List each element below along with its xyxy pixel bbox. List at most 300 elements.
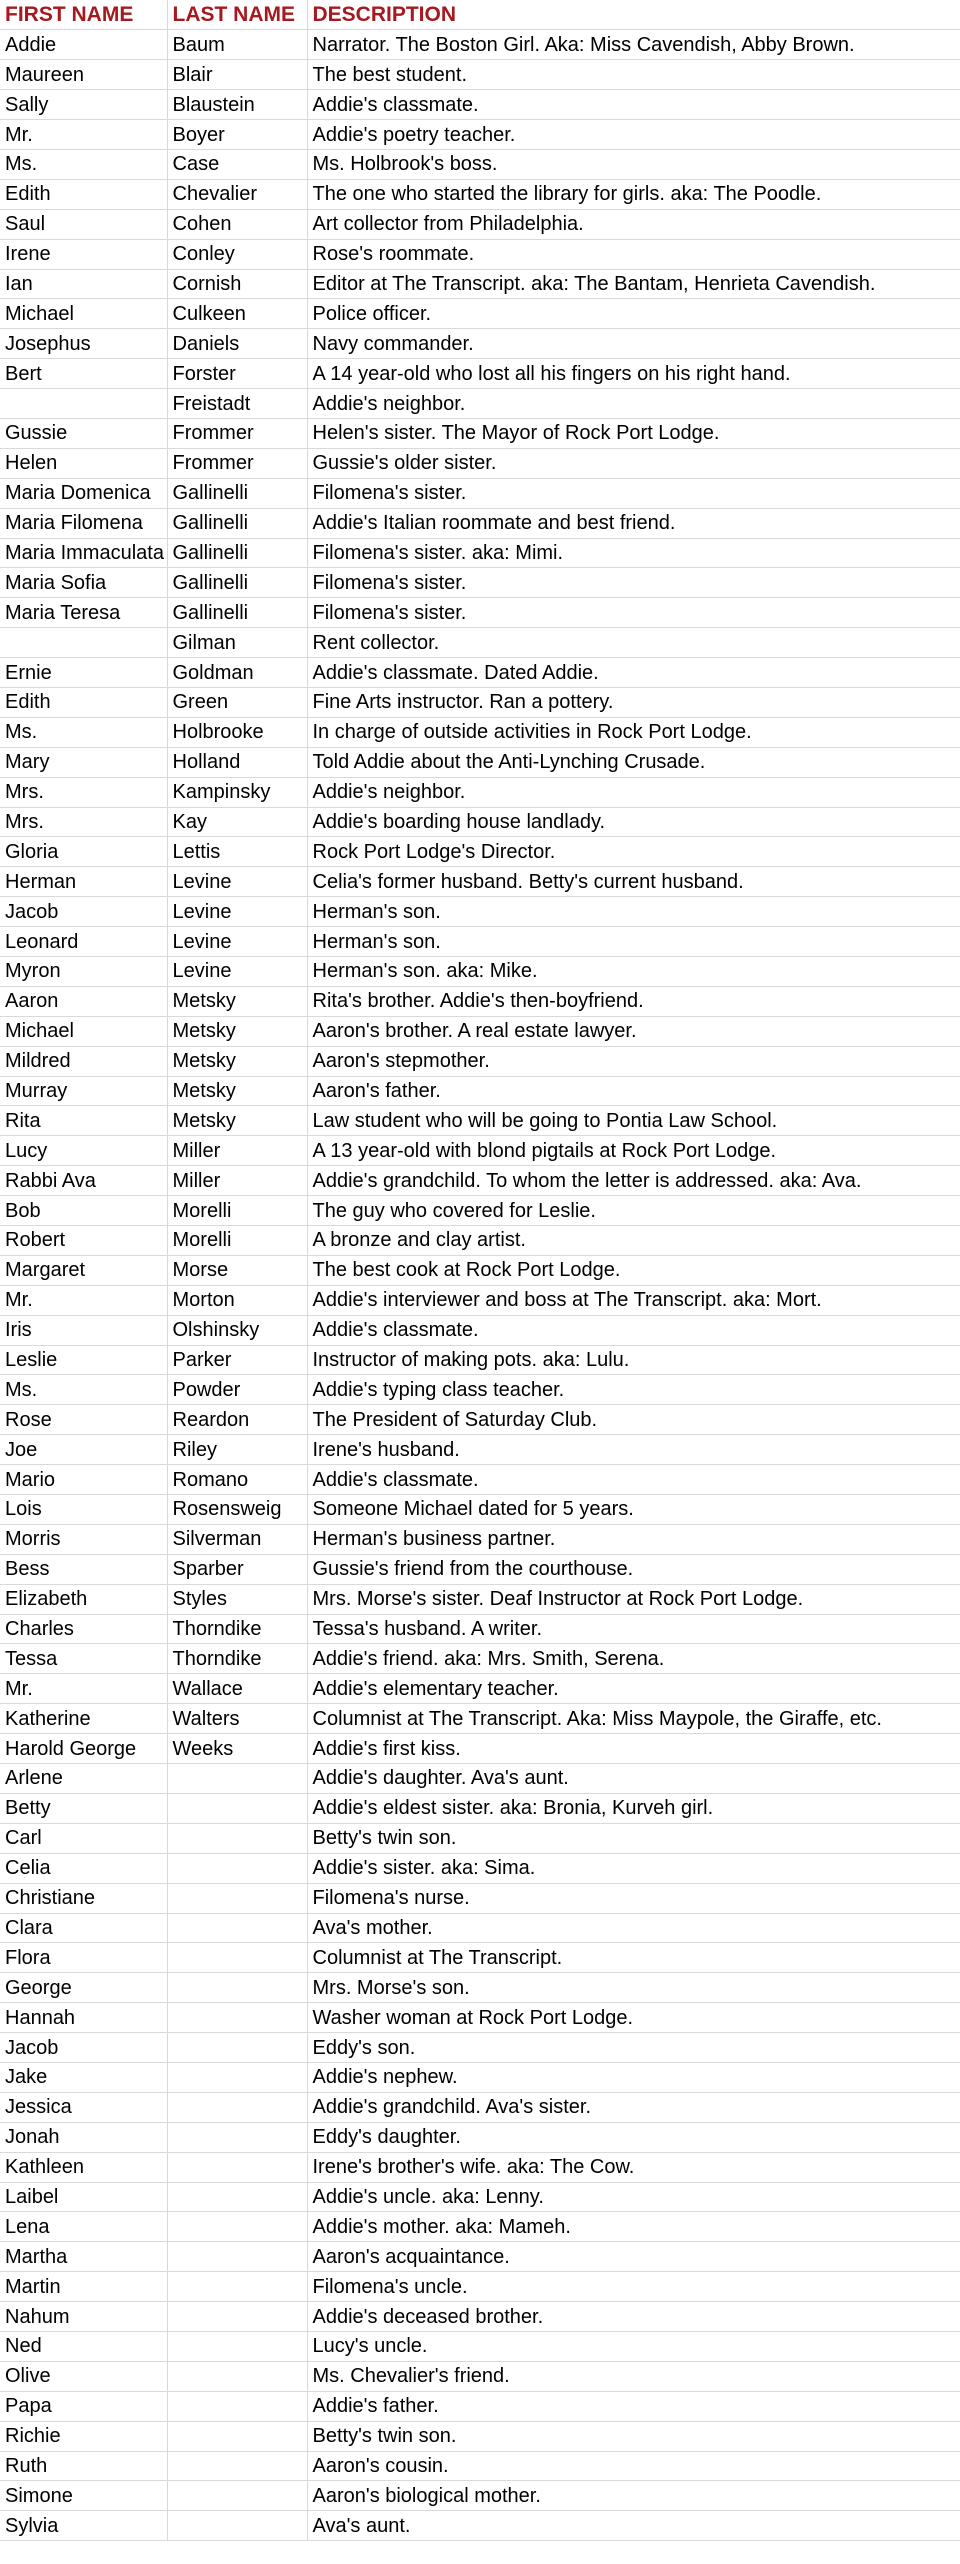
first-name-cell[interactable]: Mary bbox=[0, 747, 167, 777]
description-cell[interactable]: Gussie's older sister. bbox=[307, 448, 960, 478]
last-name-cell[interactable]: Holbrooke bbox=[167, 717, 307, 747]
description-cell[interactable]: Addie's elementary teacher. bbox=[307, 1674, 960, 1704]
first-name-cell[interactable]: Sylvia bbox=[0, 2511, 167, 2541]
last-name-cell[interactable]: Cohen bbox=[167, 209, 307, 239]
last-name-cell[interactable] bbox=[167, 2421, 307, 2451]
table-row bbox=[0, 60, 960, 90]
description-cell[interactable]: Addie's first kiss. bbox=[307, 1734, 960, 1764]
first-name-cell[interactable]: Lucy bbox=[0, 1136, 167, 1166]
description-cell[interactable]: Mrs. Morse's sister. Deaf Instructor at Rock Port Lodge. bbox=[307, 1584, 960, 1614]
first-name-cell[interactable]: Richie bbox=[0, 2421, 167, 2451]
last-name-cell[interactable] bbox=[167, 2092, 307, 2122]
last-name-cell[interactable]: Miller bbox=[167, 1166, 307, 1196]
last-name-cell[interactable]: Blair bbox=[167, 60, 307, 90]
first-name-cell[interactable]: Betty bbox=[0, 1793, 167, 1823]
first-name-cell[interactable] bbox=[0, 389, 167, 419]
table-row bbox=[0, 1883, 960, 1913]
first-name-cell[interactable]: Kathleen bbox=[0, 2152, 167, 2182]
first-name-cell[interactable]: Leslie bbox=[0, 1345, 167, 1375]
first-name-cell[interactable]: Jessica bbox=[0, 2092, 167, 2122]
table-row bbox=[0, 867, 960, 897]
last-name-cell[interactable] bbox=[167, 2152, 307, 2182]
table-row bbox=[0, 1614, 960, 1644]
last-name-cell[interactable]: Gallinelli bbox=[167, 508, 307, 538]
table-row bbox=[0, 2331, 960, 2361]
table-row bbox=[0, 807, 960, 837]
first-name-cell[interactable]: Rita bbox=[0, 1106, 167, 1136]
description-cell[interactable]: Someone Michael dated for 5 years. bbox=[307, 1495, 960, 1525]
last-name-cell[interactable] bbox=[167, 2331, 307, 2361]
last-name-cell[interactable]: Romano bbox=[167, 1465, 307, 1495]
first-name-cell[interactable]: Simone bbox=[0, 2481, 167, 2511]
first-name-cell[interactable]: Mr. bbox=[0, 120, 167, 150]
table-row bbox=[0, 986, 960, 1016]
last-name-cell[interactable]: Sparber bbox=[167, 1554, 307, 1584]
description-cell[interactable]: Washer woman at Rock Port Lodge. bbox=[307, 2003, 960, 2033]
description-cell[interactable]: Addie's deceased brother. bbox=[307, 2302, 960, 2332]
table-row bbox=[0, 1943, 960, 1973]
first-name-cell[interactable]: Maureen bbox=[0, 60, 167, 90]
last-name-cell[interactable] bbox=[167, 2511, 307, 2541]
first-name-cell[interactable]: Ms. bbox=[0, 1375, 167, 1405]
last-name-cell[interactable] bbox=[167, 2003, 307, 2033]
description-cell[interactable]: Filomena's sister. bbox=[307, 478, 960, 508]
description-cell[interactable]: Betty's twin son. bbox=[307, 1823, 960, 1853]
description-cell[interactable]: Filomena's uncle. bbox=[307, 2272, 960, 2302]
last-name-cell[interactable]: Walters bbox=[167, 1704, 307, 1734]
last-name-cell[interactable]: Metsky bbox=[167, 1076, 307, 1106]
last-name-cell[interactable]: Olshinsky bbox=[167, 1315, 307, 1345]
last-name-cell[interactable]: Culkeen bbox=[167, 299, 307, 329]
first-name-cell[interactable]: Murray bbox=[0, 1076, 167, 1106]
description-cell[interactable]: Filomena's sister. bbox=[307, 598, 960, 628]
last-name-cell[interactable] bbox=[167, 2212, 307, 2242]
first-name-cell[interactable]: Iris bbox=[0, 1315, 167, 1345]
last-name-cell[interactable] bbox=[167, 1823, 307, 1853]
last-name-cell[interactable]: Levine bbox=[167, 927, 307, 957]
description-cell[interactable]: Ava's aunt. bbox=[307, 2511, 960, 2541]
first-name-cell[interactable]: Laibel bbox=[0, 2182, 167, 2212]
table-row bbox=[0, 2421, 960, 2451]
table-row bbox=[0, 2033, 960, 2063]
last-name-cell[interactable]: Levine bbox=[167, 957, 307, 987]
table-row bbox=[0, 598, 960, 628]
description-cell[interactable]: Addie's neighbor. bbox=[307, 777, 960, 807]
description-cell[interactable]: A 13 year-old with blond pigtails at Rock Port Lodge. bbox=[307, 1136, 960, 1166]
first-name-cell[interactable]: Celia bbox=[0, 1853, 167, 1883]
first-name-cell[interactable]: Michael bbox=[0, 1016, 167, 1046]
table-row bbox=[0, 1405, 960, 1435]
description-cell[interactable]: Herman's son. bbox=[307, 897, 960, 927]
description-cell[interactable]: Ava's mother. bbox=[307, 1913, 960, 1943]
first-name-cell[interactable]: Bob bbox=[0, 1196, 167, 1226]
last-name-cell[interactable]: Powder bbox=[167, 1375, 307, 1405]
last-name-cell[interactable]: Morse bbox=[167, 1255, 307, 1285]
description-cell[interactable]: Tessa's husband. A writer. bbox=[307, 1614, 960, 1644]
last-name-cell[interactable] bbox=[167, 2033, 307, 2063]
last-name-cell[interactable]: Thorndike bbox=[167, 1614, 307, 1644]
last-name-cell[interactable]: Boyer bbox=[167, 120, 307, 150]
last-name-cell[interactable] bbox=[167, 2242, 307, 2272]
first-name-cell[interactable]: Mildred bbox=[0, 1046, 167, 1076]
description-cell[interactable]: Aaron's cousin. bbox=[307, 2451, 960, 2481]
description-cell[interactable]: Herman's son. aka: Mike. bbox=[307, 957, 960, 987]
last-name-cell[interactable] bbox=[167, 2361, 307, 2391]
last-name-cell[interactable]: Gilman bbox=[167, 628, 307, 658]
description-cell[interactable]: Addie's typing class teacher. bbox=[307, 1375, 960, 1405]
first-name-cell[interactable]: Ms. bbox=[0, 717, 167, 747]
first-name-cell[interactable]: Jacob bbox=[0, 2033, 167, 2063]
last-name-cell[interactable]: Metsky bbox=[167, 1046, 307, 1076]
first-name-cell[interactable]: Maria Domenica bbox=[0, 478, 167, 508]
description-cell[interactable]: Aaron's father. bbox=[307, 1076, 960, 1106]
table-row bbox=[0, 1136, 960, 1166]
last-name-cell[interactable]: Metsky bbox=[167, 1106, 307, 1136]
last-name-cell[interactable] bbox=[167, 2451, 307, 2481]
first-name-cell[interactable]: Martin bbox=[0, 2272, 167, 2302]
first-name-cell[interactable]: Arlene bbox=[0, 1764, 167, 1794]
table-row bbox=[0, 1226, 960, 1256]
description-cell[interactable]: Herman's business partner. bbox=[307, 1524, 960, 1554]
last-name-cell[interactable] bbox=[167, 2182, 307, 2212]
first-name-cell[interactable]: Margaret bbox=[0, 1255, 167, 1285]
first-name-cell[interactable]: George bbox=[0, 1973, 167, 2003]
first-name-cell[interactable]: Robert bbox=[0, 1226, 167, 1256]
first-name-cell[interactable]: Martha bbox=[0, 2242, 167, 2272]
first-name-cell[interactable]: Gussie bbox=[0, 418, 167, 448]
table-row bbox=[0, 1375, 960, 1405]
first-name-cell[interactable]: Aaron bbox=[0, 986, 167, 1016]
description-cell[interactable]: Told Addie about the Anti-Lynching Crusade. bbox=[307, 747, 960, 777]
last-name-cell[interactable] bbox=[167, 1853, 307, 1883]
last-name-cell[interactable]: Blaustein bbox=[167, 90, 307, 120]
table-row bbox=[0, 1435, 960, 1465]
table-row bbox=[0, 1584, 960, 1614]
table-row bbox=[0, 209, 960, 239]
description-cell[interactable]: Addie's mother. aka: Mameh. bbox=[307, 2212, 960, 2242]
table-row bbox=[0, 1315, 960, 1345]
description-cell[interactable]: Filomena's nurse. bbox=[307, 1883, 960, 1913]
first-name-cell[interactable]: Gloria bbox=[0, 837, 167, 867]
description-cell[interactable]: The President of Saturday Club. bbox=[307, 1405, 960, 1435]
last-name-cell[interactable] bbox=[167, 2062, 307, 2092]
table-row bbox=[0, 2272, 960, 2302]
first-name-cell[interactable]: Jake bbox=[0, 2062, 167, 2092]
last-name-cell[interactable]: Reardon bbox=[167, 1405, 307, 1435]
last-name-cell[interactable]: Morelli bbox=[167, 1226, 307, 1256]
description-cell[interactable]: Rock Port Lodge's Director. bbox=[307, 837, 960, 867]
description-cell[interactable]: Filomena's sister. bbox=[307, 568, 960, 598]
last-name-cell[interactable] bbox=[167, 2302, 307, 2332]
last-name-cell[interactable]: Morton bbox=[167, 1285, 307, 1315]
first-name-cell[interactable]: Rose bbox=[0, 1405, 167, 1435]
first-name-cell[interactable]: Ian bbox=[0, 269, 167, 299]
first-name-cell[interactable]: Helen bbox=[0, 448, 167, 478]
last-name-cell[interactable]: Gallinelli bbox=[167, 478, 307, 508]
description-cell[interactable]: Addie's grandchild. To whom the letter is addressed. aka: Ava. bbox=[307, 1166, 960, 1196]
last-name-cell[interactable]: Frommer bbox=[167, 418, 307, 448]
last-name-cell[interactable]: Miller bbox=[167, 1136, 307, 1166]
last-name-cell[interactable]: Green bbox=[167, 687, 307, 717]
last-name-cell[interactable] bbox=[167, 1883, 307, 1913]
first-name-cell[interactable]: Clara bbox=[0, 1913, 167, 1943]
last-name-cell[interactable]: Cornish bbox=[167, 269, 307, 299]
last-name-cell[interactable]: Riley bbox=[167, 1435, 307, 1465]
first-name-cell[interactable]: Irene bbox=[0, 239, 167, 269]
description-cell[interactable]: Addie's friend. aka: Mrs. Smith, Serena. bbox=[307, 1644, 960, 1674]
last-name-cell[interactable]: Baum bbox=[167, 30, 307, 60]
description-cell[interactable]: Rent collector. bbox=[307, 628, 960, 658]
first-name-cell[interactable]: Ms. bbox=[0, 149, 167, 179]
last-name-cell[interactable] bbox=[167, 2272, 307, 2302]
table-row bbox=[0, 1734, 960, 1764]
description-cell[interactable]: Addie's grandchild. Ava's sister. bbox=[307, 2092, 960, 2122]
first-name-cell[interactable]: Michael bbox=[0, 299, 167, 329]
table-row bbox=[0, 1345, 960, 1375]
first-name-cell[interactable]: Charles bbox=[0, 1614, 167, 1644]
table-row bbox=[0, 30, 960, 60]
description-cell[interactable]: Betty's twin son. bbox=[307, 2421, 960, 2451]
last-name-cell[interactable]: Kay bbox=[167, 807, 307, 837]
table-row bbox=[0, 1674, 960, 1704]
last-name-cell[interactable] bbox=[167, 1793, 307, 1823]
description-cell[interactable]: Addie's sister. aka: Sima. bbox=[307, 1853, 960, 1883]
first-name-cell[interactable]: Bert bbox=[0, 359, 167, 389]
first-name-cell[interactable]: Carl bbox=[0, 1823, 167, 1853]
first-name-cell[interactable]: Katherine bbox=[0, 1704, 167, 1734]
last-name-cell[interactable]: Frommer bbox=[167, 448, 307, 478]
last-name-cell[interactable]: Gallinelli bbox=[167, 598, 307, 628]
description-cell[interactable]: In charge of outside activities in Rock Port Lodge. bbox=[307, 717, 960, 747]
first-name-cell[interactable]: Joe bbox=[0, 1435, 167, 1465]
description-cell[interactable]: Addie's classmate. bbox=[307, 1315, 960, 1345]
first-name-cell[interactable]: Ned bbox=[0, 2331, 167, 2361]
first-name-cell[interactable]: Lena bbox=[0, 2212, 167, 2242]
first-name-cell[interactable]: Addie bbox=[0, 30, 167, 60]
description-cell[interactable]: Fine Arts instructor. Ran a pottery. bbox=[307, 687, 960, 717]
table-row bbox=[0, 269, 960, 299]
last-name-cell[interactable]: Gallinelli bbox=[167, 538, 307, 568]
description-cell[interactable]: Addie's classmate. bbox=[307, 90, 960, 120]
description-cell[interactable]: Police officer. bbox=[307, 299, 960, 329]
last-name-cell[interactable]: Styles bbox=[167, 1584, 307, 1614]
last-name-cell[interactable]: Levine bbox=[167, 867, 307, 897]
description-cell[interactable]: Herman's son. bbox=[307, 927, 960, 957]
description-cell[interactable]: Gussie's friend from the courthouse. bbox=[307, 1554, 960, 1584]
first-name-cell[interactable]: Mrs. bbox=[0, 807, 167, 837]
description-cell[interactable]: Addie's classmate. bbox=[307, 1465, 960, 1495]
first-name-cell[interactable]: Papa bbox=[0, 2391, 167, 2421]
last-name-cell[interactable] bbox=[167, 2122, 307, 2152]
first-name-cell[interactable]: Leonard bbox=[0, 927, 167, 957]
description-cell[interactable]: Ms. Holbrook's boss. bbox=[307, 149, 960, 179]
last-name-cell[interactable]: Silverman bbox=[167, 1524, 307, 1554]
description-cell[interactable]: Editor at The Transcript. aka: The Bantam, Henrieta Cavendish. bbox=[307, 269, 960, 299]
first-name-cell[interactable]: Tessa bbox=[0, 1644, 167, 1674]
description-cell[interactable]: Aaron's brother. A real estate lawyer. bbox=[307, 1016, 960, 1046]
description-cell[interactable]: The one who started the library for girls. aka: The Poodle. bbox=[307, 179, 960, 209]
table-row bbox=[0, 179, 960, 209]
description-cell[interactable]: Addie's father. bbox=[307, 2391, 960, 2421]
last-name-cell[interactable] bbox=[167, 1943, 307, 1973]
description-cell[interactable]: Helen's sister. The Mayor of Rock Port Lodge. bbox=[307, 418, 960, 448]
description-cell[interactable]: Addie's neighbor. bbox=[307, 389, 960, 419]
last-name-cell[interactable] bbox=[167, 1913, 307, 1943]
first-name-cell[interactable]: Saul bbox=[0, 209, 167, 239]
table-row bbox=[0, 717, 960, 747]
first-name-cell[interactable]: Mario bbox=[0, 1465, 167, 1495]
first-name-cell[interactable]: Flora bbox=[0, 1943, 167, 1973]
description-cell[interactable]: Art collector from Philadelphia. bbox=[307, 209, 960, 239]
first-name-cell[interactable]: Maria Sofia bbox=[0, 568, 167, 598]
last-name-cell[interactable]: Parker bbox=[167, 1345, 307, 1375]
table-row bbox=[0, 1973, 960, 2003]
description-cell[interactable]: Navy commander. bbox=[307, 329, 960, 359]
first-name-cell[interactable]: Ruth bbox=[0, 2451, 167, 2481]
description-cell[interactable]: Narrator. The Boston Girl. Aka: Miss Cavendish, Abby Brown. bbox=[307, 30, 960, 60]
description-cell[interactable]: Addie's classmate. Dated Addie. bbox=[307, 658, 960, 688]
table-row bbox=[0, 2361, 960, 2391]
description-cell[interactable]: Rita's brother. Addie's then-boyfriend. bbox=[307, 986, 960, 1016]
description-cell[interactable]: A 14 year-old who lost all his fingers on his right hand. bbox=[307, 359, 960, 389]
last-name-cell[interactable]: Weeks bbox=[167, 1734, 307, 1764]
header-first-name[interactable]: FIRST NAME bbox=[0, 0, 167, 30]
description-cell[interactable]: Ms. Chevalier's friend. bbox=[307, 2361, 960, 2391]
description-cell[interactable]: Addie's Italian roommate and best friend. bbox=[307, 508, 960, 538]
description-cell[interactable]: Irene's brother's wife. aka: The Cow. bbox=[307, 2152, 960, 2182]
first-name-cell[interactable]: Ernie bbox=[0, 658, 167, 688]
last-name-cell[interactable]: Levine bbox=[167, 897, 307, 927]
last-name-cell[interactable]: Lettis bbox=[167, 837, 307, 867]
description-cell[interactable]: Addie's boarding house landlady. bbox=[307, 807, 960, 837]
first-name-cell[interactable]: Josephus bbox=[0, 329, 167, 359]
first-name-cell[interactable]: Mrs. bbox=[0, 777, 167, 807]
description-cell[interactable]: Addie's daughter. Ava's aunt. bbox=[307, 1764, 960, 1794]
last-name-cell[interactable]: Goldman bbox=[167, 658, 307, 688]
last-name-cell[interactable]: Holland bbox=[167, 747, 307, 777]
last-name-cell[interactable]: Chevalier bbox=[167, 179, 307, 209]
first-name-cell[interactable]: Mr. bbox=[0, 1285, 167, 1315]
first-name-cell[interactable]: Maria Teresa bbox=[0, 598, 167, 628]
description-cell[interactable]: Irene's husband. bbox=[307, 1435, 960, 1465]
last-name-cell[interactable]: Daniels bbox=[167, 329, 307, 359]
last-name-cell[interactable]: Case bbox=[167, 149, 307, 179]
first-name-cell[interactable]: Maria Immaculata bbox=[0, 538, 167, 568]
table-row bbox=[0, 957, 960, 987]
last-name-cell[interactable] bbox=[167, 2481, 307, 2511]
description-cell[interactable]: Filomena's sister. aka: Mimi. bbox=[307, 538, 960, 568]
description-cell[interactable]: Columnist at The Transcript. bbox=[307, 1943, 960, 1973]
description-cell[interactable]: The best cook at Rock Port Lodge. bbox=[307, 1255, 960, 1285]
description-cell[interactable]: Addie's uncle. aka: Lenny. bbox=[307, 2182, 960, 2212]
description-cell[interactable]: Aaron's stepmother. bbox=[307, 1046, 960, 1076]
first-name-cell[interactable]: Elizabeth bbox=[0, 1584, 167, 1614]
description-cell[interactable]: Rose's roommate. bbox=[307, 239, 960, 269]
last-name-cell[interactable]: Freistadt bbox=[167, 389, 307, 419]
last-name-cell[interactable] bbox=[167, 1973, 307, 2003]
table-row bbox=[0, 239, 960, 269]
table-row bbox=[0, 1554, 960, 1584]
description-cell[interactable]: Aaron's biological mother. bbox=[307, 2481, 960, 2511]
description-cell[interactable]: Mrs. Morse's son. bbox=[307, 1973, 960, 2003]
table-row bbox=[0, 628, 960, 658]
first-name-cell[interactable]: Myron bbox=[0, 957, 167, 987]
first-name-cell[interactable]: Nahum bbox=[0, 2302, 167, 2332]
description-cell[interactable]: Eddy's son. bbox=[307, 2033, 960, 2063]
first-name-cell[interactable] bbox=[0, 628, 167, 658]
description-cell[interactable]: Lucy's uncle. bbox=[307, 2331, 960, 2361]
description-cell[interactable]: The best student. bbox=[307, 60, 960, 90]
table-row bbox=[0, 1076, 960, 1106]
last-name-cell[interactable] bbox=[167, 1764, 307, 1794]
table-row bbox=[0, 329, 960, 359]
description-cell[interactable]: Addie's interviewer and boss at The Transcript. aka: Mort. bbox=[307, 1285, 960, 1315]
last-name-cell[interactable]: Rosensweig bbox=[167, 1495, 307, 1525]
header-description[interactable]: DESCRIPTION bbox=[307, 0, 960, 30]
first-name-cell[interactable]: Olive bbox=[0, 2361, 167, 2391]
description-cell[interactable]: Aaron's acquaintance. bbox=[307, 2242, 960, 2272]
last-name-cell[interactable]: Morelli bbox=[167, 1196, 307, 1226]
last-name-cell[interactable]: Forster bbox=[167, 359, 307, 389]
last-name-cell[interactable]: Gallinelli bbox=[167, 568, 307, 598]
table-row bbox=[0, 1853, 960, 1883]
first-name-cell[interactable]: Herman bbox=[0, 867, 167, 897]
first-name-cell[interactable]: Edith bbox=[0, 179, 167, 209]
description-cell[interactable]: The guy who covered for Leslie. bbox=[307, 1196, 960, 1226]
table-row bbox=[0, 2152, 960, 2182]
table-row bbox=[0, 927, 960, 957]
first-name-cell[interactable]: Maria Filomena bbox=[0, 508, 167, 538]
description-cell[interactable]: Addie's poetry teacher. bbox=[307, 120, 960, 150]
description-cell[interactable]: Eddy's daughter. bbox=[307, 2122, 960, 2152]
first-name-cell[interactable]: Rabbi Ava bbox=[0, 1166, 167, 1196]
table-row bbox=[0, 1046, 960, 1076]
description-cell[interactable]: Celia's former husband. Betty's current husband. bbox=[307, 867, 960, 897]
first-name-cell[interactable]: Hannah bbox=[0, 2003, 167, 2033]
last-name-cell[interactable] bbox=[167, 2391, 307, 2421]
first-name-cell[interactable]: Morris bbox=[0, 1524, 167, 1554]
description-cell[interactable]: Law student who will be going to Pontia Law School. bbox=[307, 1106, 960, 1136]
first-name-cell[interactable]: Harold George bbox=[0, 1734, 167, 1764]
first-name-cell[interactable]: Christiane bbox=[0, 1883, 167, 1913]
description-cell[interactable]: Addie's nephew. bbox=[307, 2062, 960, 2092]
header-row bbox=[0, 0, 960, 30]
description-cell[interactable]: Addie's eldest sister. aka: Bronia, Kurveh girl. bbox=[307, 1793, 960, 1823]
table-row bbox=[0, 747, 960, 777]
table-row bbox=[0, 687, 960, 717]
first-name-cell[interactable]: Jonah bbox=[0, 2122, 167, 2152]
last-name-cell[interactable]: Conley bbox=[167, 239, 307, 269]
last-name-cell[interactable]: Thorndike bbox=[167, 1644, 307, 1674]
description-cell[interactable]: A bronze and clay artist. bbox=[307, 1226, 960, 1256]
first-name-cell[interactable]: Mr. bbox=[0, 1674, 167, 1704]
first-name-cell[interactable]: Edith bbox=[0, 687, 167, 717]
last-name-cell[interactable]: Metsky bbox=[167, 986, 307, 1016]
first-name-cell[interactable]: Jacob bbox=[0, 897, 167, 927]
first-name-cell[interactable]: Bess bbox=[0, 1554, 167, 1584]
table-row bbox=[0, 2212, 960, 2242]
header-last-name[interactable]: LAST NAME bbox=[167, 0, 307, 30]
last-name-cell[interactable]: Kampinsky bbox=[167, 777, 307, 807]
description-cell[interactable]: Columnist at The Transcript. Aka: Miss Maypole, the Giraffe, etc. bbox=[307, 1704, 960, 1734]
last-name-cell[interactable]: Metsky bbox=[167, 1016, 307, 1046]
first-name-cell[interactable]: Sally bbox=[0, 90, 167, 120]
table-row bbox=[0, 1255, 960, 1285]
description-cell[interactable]: Instructor of making pots. aka: Lulu. bbox=[307, 1345, 960, 1375]
table-row bbox=[0, 478, 960, 508]
last-name-cell[interactable]: Wallace bbox=[167, 1674, 307, 1704]
first-name-cell[interactable]: Lois bbox=[0, 1495, 167, 1525]
